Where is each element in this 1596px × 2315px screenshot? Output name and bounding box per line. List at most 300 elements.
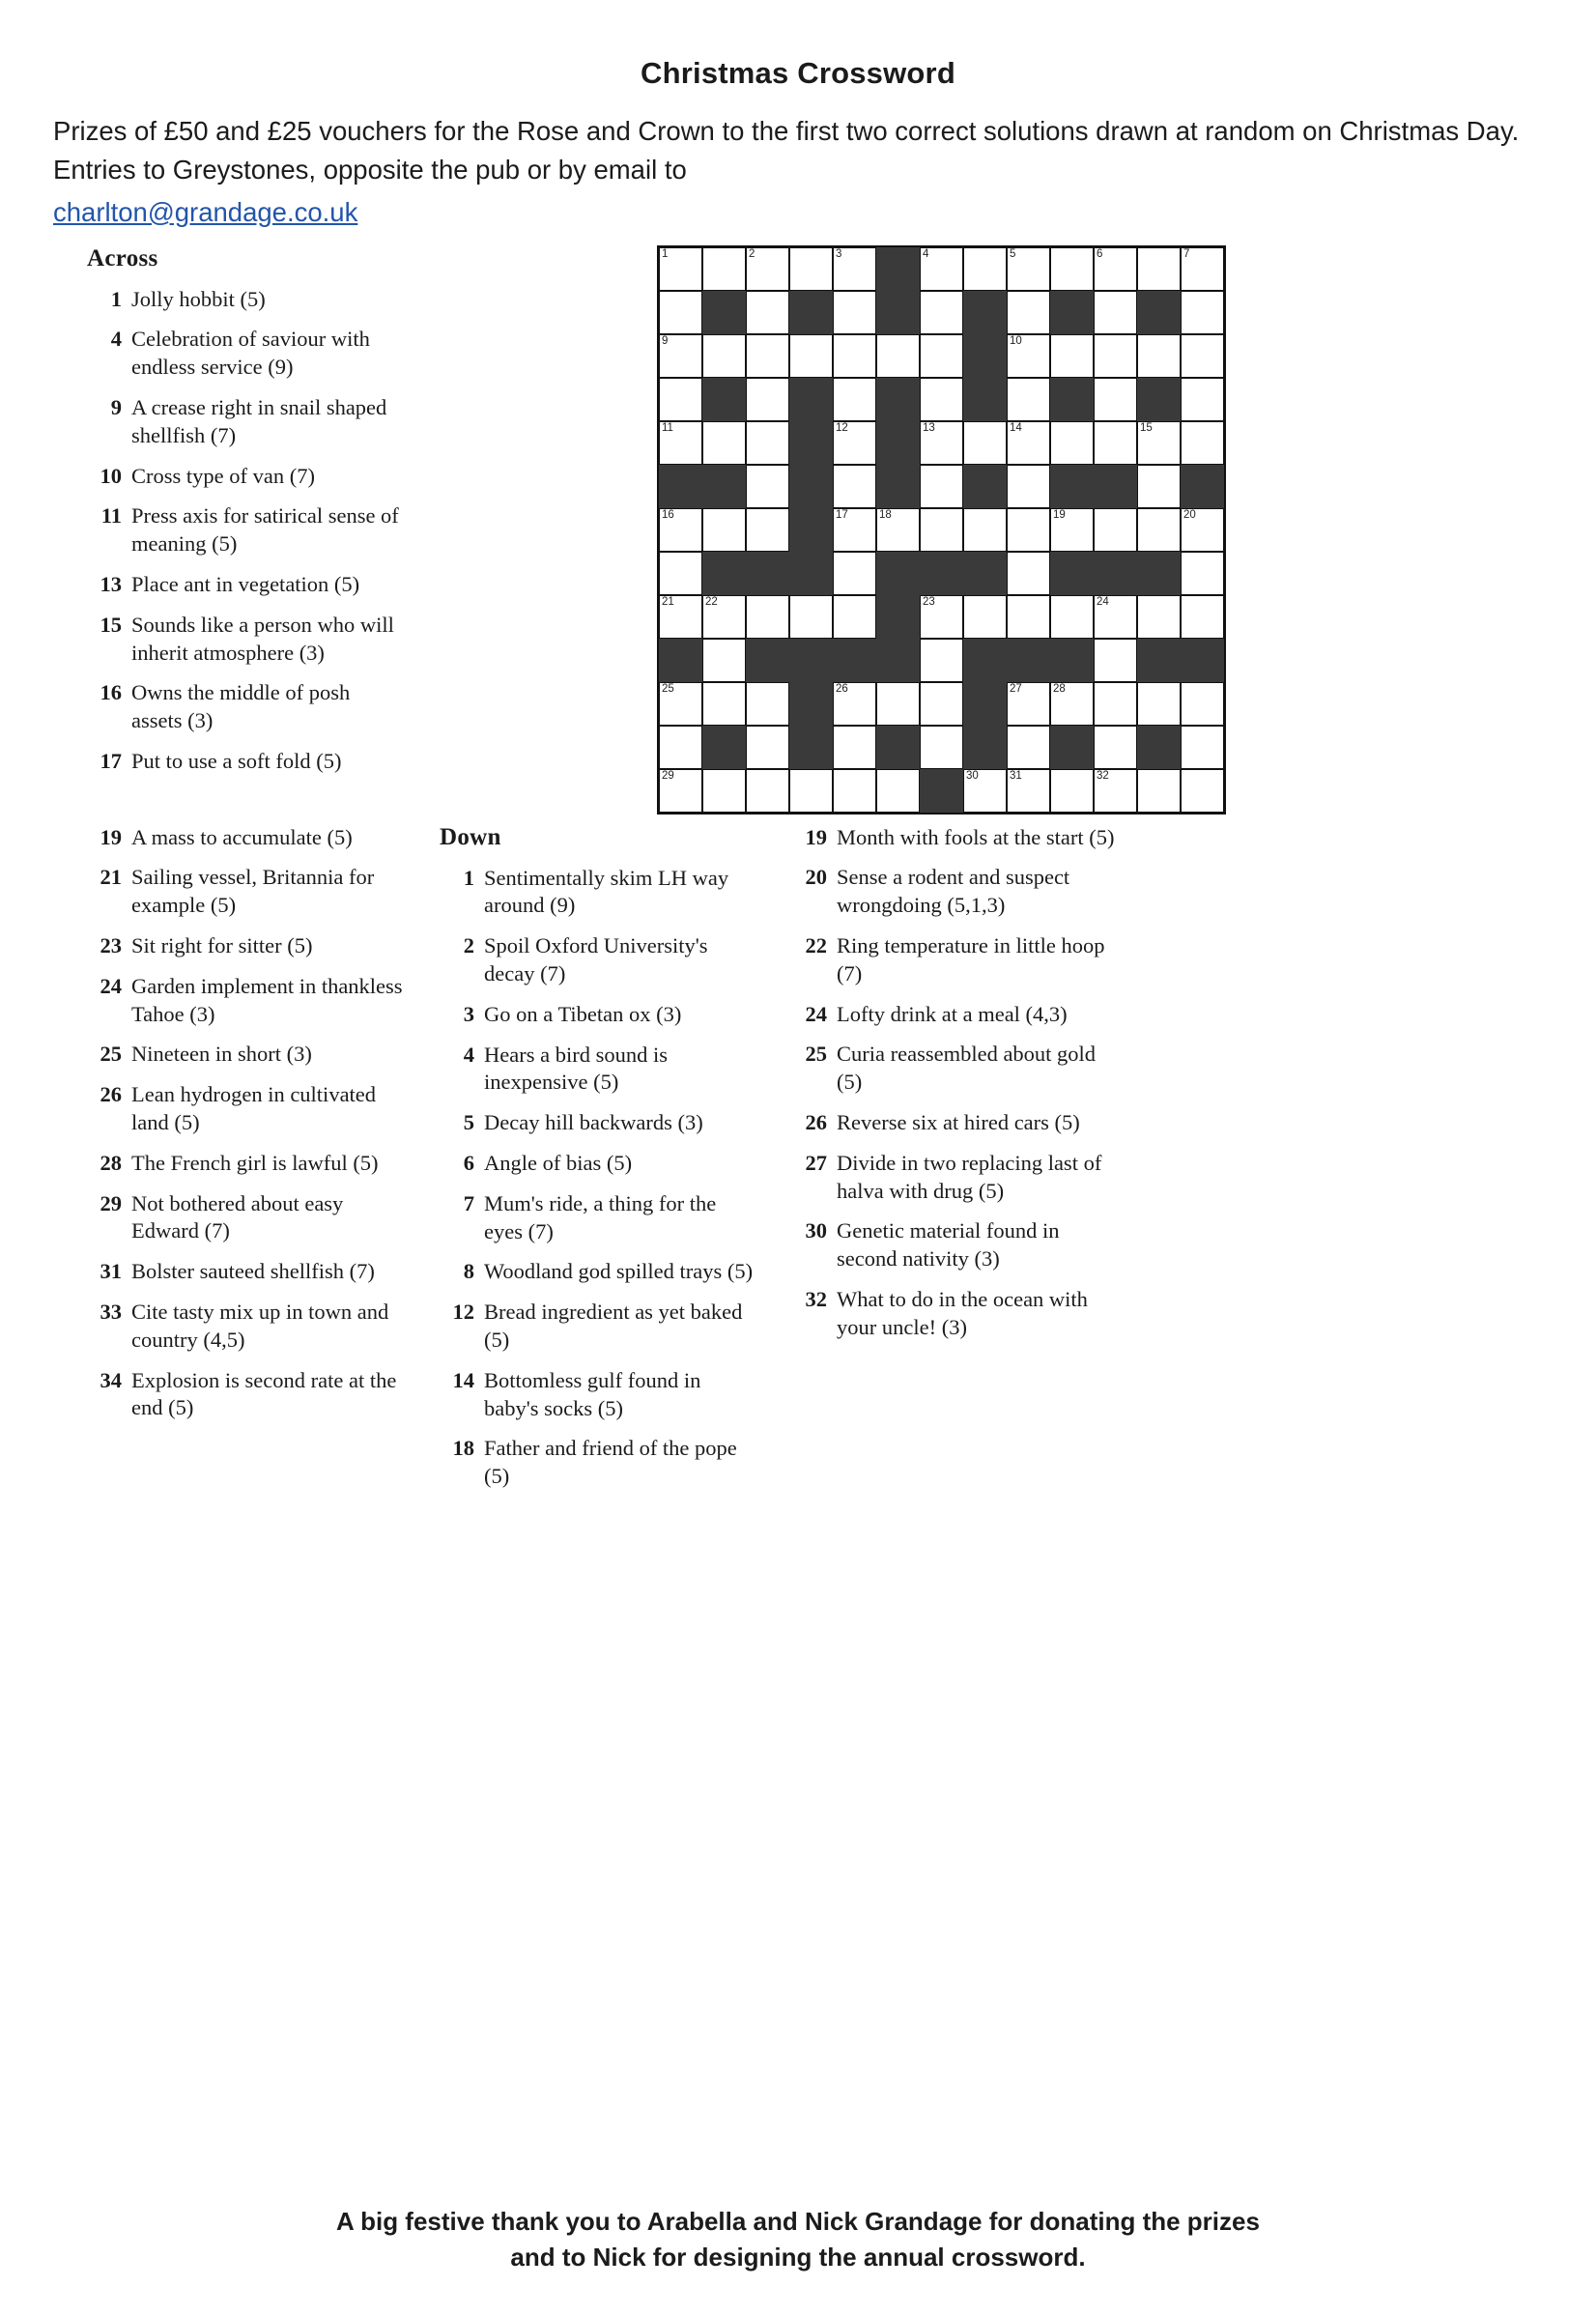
grid-cell[interactable] [702,421,746,465]
clue-text: Curia reassembled about gold (5) [837,1042,1097,1095]
across-clue [87,1081,406,1137]
grid-block-cell [876,465,920,508]
grid-cell[interactable] [1007,769,1050,813]
grid-block-cell [789,378,833,421]
grid-block-cell [876,726,920,769]
grid-block-cell [1137,726,1181,769]
grid-cell[interactable] [1181,334,1224,378]
grid-block-cell [1094,465,1137,508]
grid-cell[interactable] [920,465,963,508]
grid-block-cell [963,552,1007,595]
across-clue [87,1258,406,1286]
grid-cell[interactable] [1137,769,1181,813]
grid-cell[interactable] [1181,726,1224,769]
grid-block-cell [789,291,833,334]
grid-block-cell [963,726,1007,769]
grid-cell[interactable] [1007,595,1050,639]
grid-cell[interactable] [920,247,963,291]
down-clue [792,1041,1121,1097]
across-heading: Across [87,244,158,272]
across-clue [87,286,406,314]
clue-text: Go on a Tibetan ox (3) [484,1001,682,1026]
grid-block-cell [789,552,833,595]
across-clue-column-top [87,245,406,788]
clue-number: 19 [805,824,827,849]
clue-text: What to do in the ocean with your uncle! (3) [837,1286,1088,1339]
clue-text: Woodland god spilled trays (5) [484,1259,754,1284]
grid-cell[interactable] [746,378,789,421]
grid-cell[interactable] [1181,247,1224,291]
clue-number: 29 [100,1190,122,1215]
clue-text: Jolly hobbit (5) [131,286,266,311]
clue-text: Sounds like a person who will inherit atmosphere (3) [131,612,394,665]
down-clue [440,1109,758,1137]
grid-cell[interactable] [746,682,789,726]
cell-number: 13 [923,421,935,434]
clue-text: Sentimentally skim LH way around (9) [484,865,729,918]
clue-number: 25 [100,1042,122,1067]
clue-text: The French girl is lawful (5) [131,1150,379,1175]
clue-text: Angle of bias (5) [484,1151,633,1175]
grid-cell[interactable] [920,726,963,769]
clue-text: Nineteen in short (3) [131,1042,312,1067]
grid-cell[interactable] [920,639,963,682]
grid-cell[interactable] [746,595,789,639]
grid-block-cell [920,552,963,595]
grid-cell[interactable] [833,682,876,726]
down-clue [792,1286,1121,1342]
clue-number: 22 [805,933,827,958]
across-clue [87,502,406,558]
down-clue-column-left [440,824,758,1503]
grid-cell[interactable] [746,421,789,465]
cell-number: 14 [1010,421,1022,434]
grid-cell[interactable] [659,769,702,813]
grid-block-cell [876,639,920,682]
grid-block-cell [963,334,1007,378]
across-clue [87,571,406,599]
grid-block-cell [1050,378,1094,421]
clue-text: Not bothered about easy Edward (7) [131,1190,344,1243]
puzzle-body [0,245,1596,815]
down-clue [440,1150,758,1178]
down-clue-column-right [792,824,1121,1355]
across-clue [87,973,406,1029]
clue-number: 9 [110,395,122,420]
grid-cell[interactable] [963,247,1007,291]
cell-number: 4 [923,247,929,260]
cell-number: 10 [1010,334,1022,347]
cell-number: 2 [749,247,755,260]
grid-block-cell [1181,465,1224,508]
clue-number: 31 [100,1259,122,1284]
grid-block-cell [1050,552,1094,595]
footer-note [0,2204,1596,2276]
grid-block-cell [963,639,1007,682]
grid-cell[interactable] [1050,508,1094,552]
grid-cell[interactable] [1094,421,1137,465]
grid-cell[interactable] [1007,421,1050,465]
cell-number: 19 [1053,508,1066,521]
grid-cell[interactable] [1181,552,1224,595]
clue-text: Bolster sauteed shellfish (7) [131,1259,375,1284]
grid-cell[interactable] [746,465,789,508]
clue-number: 4 [463,1042,474,1067]
grid-cell[interactable] [1007,682,1050,726]
grid-cell[interactable] [1137,682,1181,726]
grid-cell[interactable] [833,465,876,508]
grid-cell[interactable] [1181,378,1224,421]
grid-cell[interactable] [876,334,920,378]
cell-number: 28 [1053,682,1066,695]
grid-cell[interactable] [702,595,746,639]
grid-cell[interactable] [920,421,963,465]
down-clue [440,1001,758,1029]
down-clue [792,1109,1121,1137]
grid-cell[interactable] [1007,465,1050,508]
down-clue [792,1001,1121,1029]
cell-number: 1 [662,247,669,260]
clue-number: 26 [805,1110,827,1134]
cell-number: 18 [879,508,892,521]
down-clue [440,1190,758,1246]
clue-text: Bottomless gulf found in baby's socks (5) [484,1367,701,1420]
grid-cell[interactable] [920,508,963,552]
clue-text: Hears a bird sound is inexpensive (5) [484,1042,668,1095]
cell-number: 31 [1010,769,1022,782]
grid-cell[interactable] [1094,334,1137,378]
across-clue [87,679,406,735]
grid-block-cell [1094,552,1137,595]
grid-cell[interactable] [702,769,746,813]
clue-text: Lofty drink at a meal (4,3) [837,1001,1068,1026]
grid-cell[interactable] [1094,639,1137,682]
clue-text: Reverse six at hired cars (5) [837,1110,1080,1134]
across-clue [87,824,406,852]
grid-cell[interactable] [1094,378,1137,421]
grid-cell[interactable] [789,334,833,378]
grid-block-cell [789,421,833,465]
clue-number: 1 [110,286,122,311]
grid-cell[interactable] [1050,421,1094,465]
grid-block-cell [702,552,746,595]
grid-block-cell [963,465,1007,508]
grid-cell[interactable] [1137,247,1181,291]
grid-cell[interactable] [1007,334,1050,378]
grid-cell[interactable] [1050,595,1094,639]
grid-block-cell [659,465,702,508]
clue-text: Garden implement in thankless Tahoe (3) [131,973,403,1026]
grid-block-cell [876,378,920,421]
down-clue [440,1299,758,1355]
grid-cell[interactable] [920,378,963,421]
cell-number: 7 [1183,247,1190,260]
grid-cell[interactable] [702,508,746,552]
grid-cell[interactable] [1181,595,1224,639]
grid-cell[interactable] [1094,291,1137,334]
crossword-grid[interactable] [657,245,1226,815]
clue-text: Decay hill backwards (3) [484,1110,703,1135]
cell-number: 21 [662,595,674,608]
grid-block-cell [702,291,746,334]
grid-block-cell [963,291,1007,334]
grid-block-cell [876,595,920,639]
clue-text: Sit right for sitter (5) [131,933,313,958]
cell-number: 5 [1010,247,1016,260]
grid-cell[interactable] [702,334,746,378]
clue-number: 21 [100,865,122,890]
grid-cell[interactable] [659,421,702,465]
grid-cell[interactable] [659,291,702,334]
clue-number: 2 [463,933,474,958]
grid-block-cell [746,552,789,595]
grid-cell[interactable] [746,769,789,813]
cell-number: 6 [1097,247,1103,260]
cell-number: 22 [705,595,718,608]
clue-number: 33 [100,1299,122,1324]
grid-cell[interactable] [1007,552,1050,595]
across-clue [87,326,406,382]
clue-number: 20 [805,865,827,890]
grid-cell[interactable] [746,291,789,334]
grid-cell[interactable] [1050,769,1094,813]
grid-cell[interactable] [1094,595,1137,639]
grid-cell[interactable] [746,247,789,291]
clue-number: 8 [463,1259,474,1284]
clue-number: 28 [100,1150,122,1175]
down-clue-list-left [440,865,758,1491]
across-clue [87,463,406,491]
crossword-page [0,56,1596,2315]
grid-cell[interactable] [659,595,702,639]
grid-cell[interactable] [1137,421,1181,465]
clue-text: Divide in two replacing last of halva with drug (5) [837,1150,1102,1203]
grid-cell[interactable] [789,595,833,639]
grid-cell[interactable] [1050,247,1094,291]
down-heading: Down [440,823,501,850]
clue-number: 3 [463,1001,474,1026]
clue-text: Press axis for satirical sense of meaning (5) [131,503,399,557]
down-clue [440,1258,758,1286]
grid-cell[interactable] [659,682,702,726]
grid-cell[interactable] [1007,726,1050,769]
grid-cell[interactable] [920,291,963,334]
grid-cell[interactable] [833,291,876,334]
clue-number: 26 [100,1082,122,1107]
grid-cell[interactable] [876,682,920,726]
clue-number: 23 [100,933,122,958]
down-clue [440,932,758,988]
grid-cell[interactable] [659,247,702,291]
grid-block-cell [833,639,876,682]
grid-block-cell [1050,291,1094,334]
grid-block-cell [789,508,833,552]
clue-number: 13 [100,572,122,596]
clue-number: 18 [452,1436,474,1461]
grid-block-cell [1050,726,1094,769]
grid-cell[interactable] [746,726,789,769]
grid-block-cell [1050,465,1094,508]
grid-block-cell [746,639,789,682]
down-clue [792,932,1121,988]
grid-block-cell [1137,291,1181,334]
clue-text: Cite tasty mix up in town and country (4,5) [131,1299,389,1352]
clue-number: 16 [100,680,122,705]
cell-number: 3 [836,247,842,260]
grid-cell[interactable] [1181,508,1224,552]
clue-number: 27 [805,1150,827,1175]
grid-cell[interactable] [833,595,876,639]
clue-number: 30 [805,1218,827,1243]
clue-number: 11 [100,503,122,529]
grid-cell[interactable] [833,726,876,769]
cell-number: 20 [1183,508,1196,521]
clue-number: 17 [100,748,122,773]
grid-block-cell [963,682,1007,726]
grid-cell[interactable] [1007,508,1050,552]
grid-cell[interactable] [1181,682,1224,726]
clue-number: 5 [463,1110,474,1135]
grid-block-cell [1137,639,1181,682]
down-clue [440,1435,758,1491]
grid-block-cell [702,726,746,769]
clue-text: Sailing vessel, Britannia for example (5) [131,865,375,918]
grid-cell[interactable] [876,508,920,552]
clue-text: Put to use a soft fold (5) [131,748,342,773]
cell-number: 30 [966,769,979,782]
grid-cell[interactable] [833,334,876,378]
grid-cell[interactable] [789,247,833,291]
down-clue [440,1042,758,1098]
grid-block-cell [789,682,833,726]
across-clue-column-bottom [87,824,406,1436]
across-clue [87,1150,406,1178]
grid-cell[interactable] [963,769,1007,813]
clue-text: Bread ingredient as yet baked (5) [484,1300,743,1352]
clue-text: Mum's ride, a thing for the eyes (7) [484,1190,717,1243]
grid-block-cell [876,247,920,291]
grid-block-cell [702,378,746,421]
grid-cell[interactable] [920,334,963,378]
grid-cell[interactable] [702,639,746,682]
clue-number: 10 [100,463,122,488]
across-clue [87,394,406,450]
grid-block-cell [920,769,963,813]
across-clue [87,932,406,960]
clue-text: Month with fools at the start (5) [837,824,1115,849]
grid-block-cell [1137,552,1181,595]
grid-cell[interactable] [876,769,920,813]
cell-number: 11 [662,421,673,434]
clue-text: Genetic material found in second nativity (3) [837,1218,1060,1272]
grid-cell[interactable] [833,421,876,465]
grid-cell[interactable] [659,552,702,595]
clue-number: 6 [463,1151,474,1175]
clue-text: Explosion is second rate at the end (5) [131,1367,397,1420]
grid-cell[interactable] [920,682,963,726]
across-clue [87,1299,406,1355]
clue-number: 32 [805,1286,827,1311]
grid-cell[interactable] [702,247,746,291]
grid-cell[interactable] [833,508,876,552]
grid-cell[interactable] [963,421,1007,465]
across-clue [87,1190,406,1246]
clue-number: 24 [805,1001,827,1026]
grid-cell[interactable] [1094,247,1137,291]
grid-cell[interactable] [1094,682,1137,726]
intro-text: Prizes of £50 and £25 vouchers for the Rose and Crown to the first two correct solutions drawn at random on Christmas Day. Entries to Greystones, opposite the pub or by email to [53,116,1520,185]
grid-cell[interactable] [789,769,833,813]
clue-number: 19 [100,824,122,849]
clue-text: Cross type of van (7) [131,463,315,488]
across-clue [87,748,406,776]
grid-cell[interactable] [1094,726,1137,769]
intro-paragraph [53,112,1543,232]
across-clue [87,1367,406,1423]
clue-text: Lean hydrogen in cultivated land (5) [131,1082,377,1134]
grid-cell[interactable] [1181,291,1224,334]
grid-cell[interactable] [833,552,876,595]
grid-cell[interactable] [1050,682,1094,726]
clue-number: 1 [463,865,474,890]
cell-number: 9 [662,334,669,347]
down-clue [792,1150,1121,1206]
down-clue [792,824,1121,852]
grid-cell[interactable] [1007,291,1050,334]
grid-cell[interactable] [1094,769,1137,813]
grid-cell[interactable] [746,334,789,378]
cell-number: 26 [836,682,848,695]
cell-number: 12 [836,421,848,434]
across-clue [87,864,406,920]
grid-cell[interactable] [1137,595,1181,639]
grid-cell[interactable] [833,378,876,421]
grid-cell[interactable] [659,726,702,769]
grid-cell[interactable] [1007,247,1050,291]
clue-number: 34 [100,1367,122,1392]
grid-cell[interactable] [1137,508,1181,552]
grid-block-cell [876,552,920,595]
grid-cell[interactable] [659,378,702,421]
email-link[interactable]: charlton@grandage.co.uk [53,196,358,227]
grid-cell[interactable] [1137,334,1181,378]
grid-cell[interactable] [702,682,746,726]
cell-number: 27 [1010,682,1022,695]
grid-cell[interactable] [659,508,702,552]
grid-cell[interactable] [1094,508,1137,552]
down-clue-list-right [792,824,1121,1342]
grid-cell[interactable] [963,508,1007,552]
grid-cell[interactable] [833,247,876,291]
grid-cell[interactable] [833,769,876,813]
across-clue [87,612,406,668]
clue-text: A mass to accumulate (5) [131,824,353,849]
grid-cell[interactable] [746,508,789,552]
grid-cell[interactable] [1181,421,1224,465]
clue-text: Celebration of saviour with endless service (9) [131,327,370,380]
grid-cell[interactable] [1181,769,1224,813]
across-clue-list-bottom [87,824,406,1423]
grid-cell[interactable] [1050,334,1094,378]
footer-line-1: A big festive thank you to Arabella and Nick Grandage for donating the prizes [336,2206,1260,2236]
across-clue-list-top [87,286,406,776]
grid-cell[interactable] [1007,378,1050,421]
cell-number: 29 [662,769,674,782]
grid-cell[interactable] [659,334,702,378]
grid-cell[interactable] [963,595,1007,639]
grid-cell[interactable] [1137,465,1181,508]
grid-cell[interactable] [920,595,963,639]
